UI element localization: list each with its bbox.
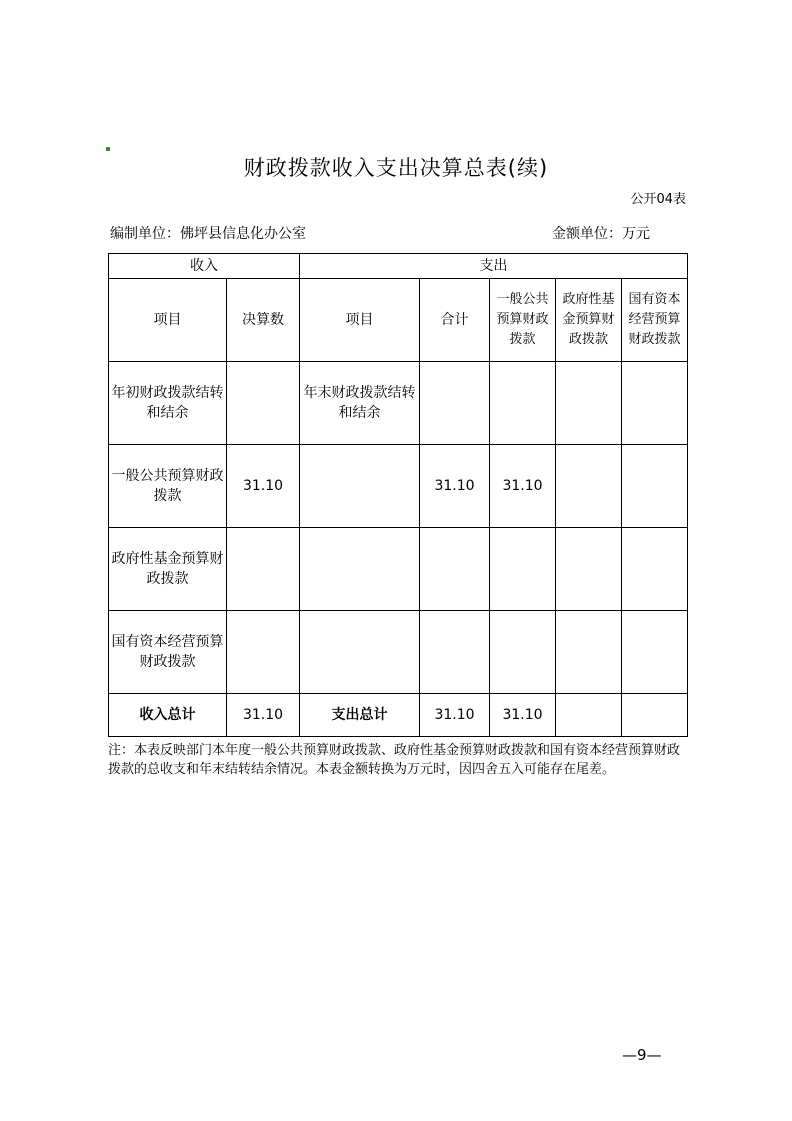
row-income-amount	[227, 611, 300, 694]
col-header-total: 合计	[420, 279, 490, 362]
corner-mark	[106, 147, 110, 151]
row-income-item: 国有资本经营预算财政拨款	[109, 611, 227, 694]
amount-unit: 金额单位：万元	[552, 226, 650, 242]
row-income-item: 一般公共预算财政拨款	[109, 445, 227, 528]
row-general-budget	[490, 528, 556, 611]
col-header-general-budget: 一般公共预算财政拨款	[490, 279, 556, 362]
table-row	[109, 445, 688, 528]
expense-total-label: 支出总计	[300, 694, 420, 737]
row-gov-fund	[556, 611, 622, 694]
budget-summary-table	[108, 253, 688, 737]
row-total: 31.10	[420, 445, 490, 528]
row-gov-fund	[556, 528, 622, 611]
income-total-label: 收入总计	[109, 694, 227, 737]
row-general-budget	[490, 611, 556, 694]
group-header-row	[109, 254, 688, 279]
row-gov-fund	[556, 362, 622, 445]
col-header-income-item: 项目	[109, 279, 227, 362]
footnote: 注：本表反映部门本年度一般公共预算财政拨款、政府性基金预算财政拨款和国有资本经营预算财政拨款的总收支和年末结转结余情况。本表金额转换为万元时，因四舍五入可能存在尾差。	[108, 743, 681, 777]
row-general-budget	[490, 362, 556, 445]
row-income-item: 政府性基金预算财政拨款	[109, 528, 227, 611]
row-gov-fund	[556, 445, 622, 528]
table-code: 公开04表	[630, 192, 686, 207]
gov-fund-total	[556, 694, 622, 737]
expense-total: 31.10	[420, 694, 490, 737]
unit-org: 编制单位：佛坪县信息化办公室	[110, 226, 306, 242]
expense-group-header: 支出	[300, 254, 688, 279]
row-income-amount: 31.10	[227, 445, 300, 528]
row-income-amount	[227, 528, 300, 611]
column-header-row	[109, 279, 688, 362]
table-row	[109, 611, 688, 694]
income-total-amount: 31.10	[227, 694, 300, 737]
row-state-capital	[622, 445, 688, 528]
page-title: 财政拨款收入支出决算总表(续)	[243, 156, 549, 180]
general-budget-total: 31.10	[490, 694, 556, 737]
row-expense-item	[300, 611, 420, 694]
row-income-amount	[227, 362, 300, 445]
row-total	[420, 528, 490, 611]
table-row	[109, 528, 688, 611]
row-expense-item: 年末财政拨款结转和结余	[300, 362, 420, 445]
col-header-expense-item: 项目	[300, 279, 420, 362]
table-row	[109, 362, 688, 445]
row-state-capital	[622, 611, 688, 694]
col-header-income-amount: 决算数	[227, 279, 300, 362]
row-general-budget: 31.10	[490, 445, 556, 528]
row-income-item: 年初财政拨款结转和结余	[109, 362, 227, 445]
row-expense-item	[300, 445, 420, 528]
totals-row	[109, 694, 688, 737]
row-total	[420, 611, 490, 694]
income-group-header: 收入	[109, 254, 300, 279]
page-number: —9—	[622, 1046, 662, 1064]
row-state-capital	[622, 528, 688, 611]
state-capital-total	[622, 694, 688, 737]
row-state-capital	[622, 362, 688, 445]
col-header-gov-fund: 政府性基金预算财政拨款	[556, 279, 622, 362]
col-header-state-capital: 国有资本经营预算财政拨款	[622, 279, 688, 362]
row-expense-item	[300, 528, 420, 611]
row-total	[420, 362, 490, 445]
